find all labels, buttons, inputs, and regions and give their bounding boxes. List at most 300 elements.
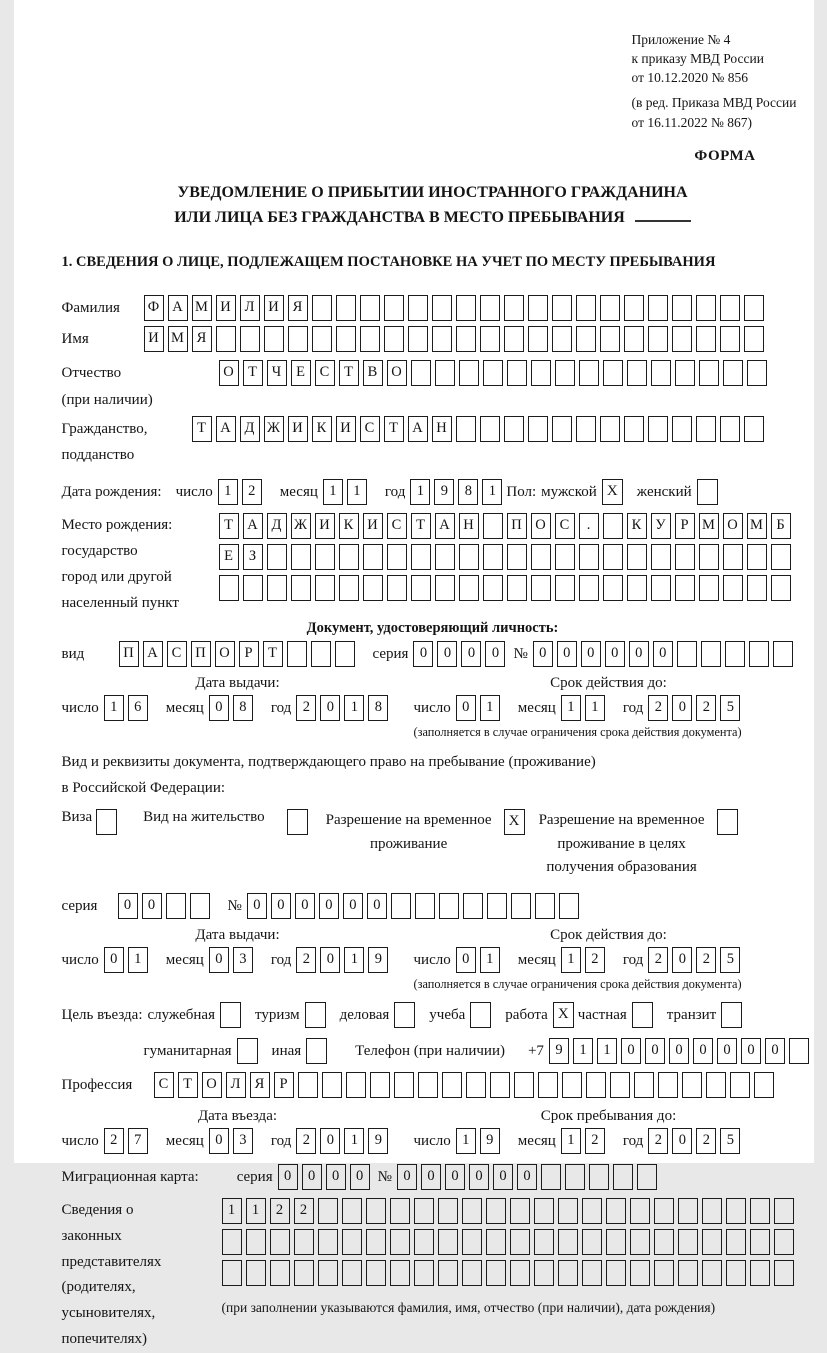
char-cell[interactable]: 0 — [717, 1038, 737, 1064]
char-cell[interactable]: И — [144, 326, 164, 352]
char-cell[interactable]: 0 — [271, 893, 291, 919]
char-cell[interactable]: 7 — [128, 1128, 148, 1154]
char-cell[interactable] — [535, 893, 555, 919]
char-cell[interactable] — [579, 575, 599, 601]
char-cell[interactable]: Ж — [264, 416, 284, 442]
char-cell[interactable] — [627, 360, 647, 386]
char-cell[interactable]: 0 — [320, 695, 340, 721]
char-cell[interactable] — [287, 641, 307, 667]
char-cell[interactable] — [603, 575, 623, 601]
char-cell[interactable]: Н — [459, 513, 479, 539]
char-cell[interactable] — [774, 1229, 794, 1255]
char-cell[interactable] — [507, 575, 527, 601]
char-cell[interactable] — [528, 326, 548, 352]
char-cell[interactable]: О — [531, 513, 551, 539]
char-cell[interactable]: 0 — [295, 893, 315, 919]
char-cell[interactable] — [702, 1198, 722, 1224]
char-cell[interactable] — [675, 575, 695, 601]
char-cell[interactable]: 0 — [517, 1164, 537, 1190]
char-cell[interactable]: 3 — [233, 947, 253, 973]
char-cell[interactable] — [672, 326, 692, 352]
char-cell[interactable] — [360, 295, 380, 321]
char-cell[interactable]: 2 — [270, 1198, 290, 1224]
char-cell[interactable]: С — [555, 513, 575, 539]
char-cell[interactable]: 0 — [320, 947, 340, 973]
char-cell[interactable]: 0 — [493, 1164, 513, 1190]
char-cell[interactable] — [511, 893, 531, 919]
char-cell[interactable]: Д — [267, 513, 287, 539]
char-cell[interactable] — [246, 1229, 266, 1255]
char-cell[interactable] — [363, 575, 383, 601]
char-cell[interactable] — [774, 1260, 794, 1286]
char-cell[interactable] — [390, 1260, 410, 1286]
char-cell[interactable]: 0 — [693, 1038, 713, 1064]
char-cell[interactable] — [699, 360, 719, 386]
char-cell[interactable] — [483, 360, 503, 386]
char-cell[interactable] — [466, 1072, 486, 1098]
char-cell[interactable]: 0 — [437, 641, 457, 667]
char-cell[interactable]: М — [747, 513, 767, 539]
char-cell[interactable] — [637, 1164, 657, 1190]
char-cell[interactable]: 2 — [104, 1128, 124, 1154]
char-cell[interactable]: 1 — [456, 1128, 476, 1154]
char-cell[interactable]: 0 — [209, 695, 229, 721]
char-cell[interactable] — [576, 295, 596, 321]
char-cell[interactable]: Т — [219, 513, 239, 539]
char-cell[interactable] — [360, 326, 380, 352]
char-cell[interactable]: И — [216, 295, 236, 321]
char-cell[interactable]: 1 — [104, 695, 124, 721]
char-cell[interactable] — [346, 1072, 366, 1098]
char-cell[interactable] — [720, 326, 740, 352]
char-cell[interactable]: 0 — [343, 893, 363, 919]
char-cell[interactable] — [677, 641, 697, 667]
char-cell[interactable] — [387, 575, 407, 601]
char-cell[interactable]: 0 — [605, 641, 625, 667]
char-cell[interactable] — [291, 575, 311, 601]
char-cell[interactable]: Л — [226, 1072, 246, 1098]
char-cell[interactable] — [648, 295, 668, 321]
char-cell[interactable] — [747, 360, 767, 386]
char-cell[interactable]: 0 — [397, 1164, 417, 1190]
char-cell[interactable] — [682, 1072, 702, 1098]
char-cell[interactable] — [456, 326, 476, 352]
char-cell[interactable] — [562, 1072, 582, 1098]
char-cell[interactable] — [486, 1260, 506, 1286]
char-cell[interactable] — [750, 1260, 770, 1286]
char-cell[interactable] — [789, 1038, 809, 1064]
char-cell[interactable] — [634, 1072, 654, 1098]
char-cell[interactable] — [438, 1229, 458, 1255]
char-cell[interactable]: 0 — [350, 1164, 370, 1190]
char-cell[interactable]: 0 — [413, 641, 433, 667]
char-cell[interactable]: А — [243, 513, 263, 539]
char-cell[interactable]: 2 — [585, 947, 605, 973]
char-cell[interactable]: И — [288, 416, 308, 442]
char-cell[interactable]: Т — [243, 360, 263, 386]
char-cell[interactable]: Т — [192, 416, 212, 442]
other-purpose-checkbox[interactable] — [306, 1038, 327, 1064]
char-cell[interactable] — [606, 1260, 626, 1286]
visa-checkbox[interactable] — [96, 809, 117, 835]
char-cell[interactable] — [754, 1072, 774, 1098]
char-cell[interactable] — [370, 1072, 390, 1098]
char-cell[interactable]: 1 — [561, 947, 581, 973]
male-checkbox[interactable]: X — [602, 479, 623, 505]
char-cell[interactable] — [672, 295, 692, 321]
char-cell[interactable] — [339, 575, 359, 601]
char-cell[interactable]: Ж — [291, 513, 311, 539]
char-cell[interactable] — [483, 513, 503, 539]
char-cell[interactable] — [366, 1198, 386, 1224]
char-cell[interactable] — [339, 544, 359, 570]
char-cell[interactable] — [555, 575, 575, 601]
char-cell[interactable]: Я — [288, 295, 308, 321]
char-cell[interactable]: 0 — [653, 641, 673, 667]
tourism-checkbox[interactable] — [305, 1002, 326, 1028]
char-cell[interactable] — [534, 1198, 554, 1224]
char-cell[interactable] — [504, 326, 524, 352]
char-cell[interactable]: В — [363, 360, 383, 386]
char-cell[interactable] — [438, 1260, 458, 1286]
char-cell[interactable]: 9 — [434, 479, 454, 505]
char-cell[interactable]: 1 — [347, 479, 367, 505]
char-cell[interactable] — [414, 1198, 434, 1224]
char-cell[interactable] — [312, 326, 332, 352]
char-cell[interactable]: И — [336, 416, 356, 442]
char-cell[interactable] — [726, 1229, 746, 1255]
char-cell[interactable]: 0 — [765, 1038, 785, 1064]
char-cell[interactable] — [600, 326, 620, 352]
char-cell[interactable]: 0 — [209, 947, 229, 973]
char-cell[interactable]: М — [168, 326, 188, 352]
char-cell[interactable]: О — [387, 360, 407, 386]
char-cell[interactable] — [723, 360, 743, 386]
char-cell[interactable] — [459, 544, 479, 570]
char-cell[interactable]: Я — [250, 1072, 270, 1098]
char-cell[interactable] — [459, 360, 479, 386]
char-cell[interactable] — [579, 360, 599, 386]
char-cell[interactable]: И — [315, 513, 335, 539]
char-cell[interactable]: 0 — [209, 1128, 229, 1154]
char-cell[interactable] — [298, 1072, 318, 1098]
char-cell[interactable] — [750, 1229, 770, 1255]
char-cell[interactable] — [696, 295, 716, 321]
char-cell[interactable] — [166, 893, 186, 919]
char-cell[interactable] — [510, 1198, 530, 1224]
char-cell[interactable] — [706, 1072, 726, 1098]
char-cell[interactable] — [456, 416, 476, 442]
official-checkbox[interactable] — [220, 1002, 241, 1028]
char-cell[interactable] — [294, 1229, 314, 1255]
char-cell[interactable]: Ф — [144, 295, 164, 321]
char-cell[interactable]: 0 — [485, 641, 505, 667]
char-cell[interactable] — [390, 1229, 410, 1255]
char-cell[interactable] — [487, 893, 507, 919]
char-cell[interactable]: 0 — [557, 641, 577, 667]
char-cell[interactable] — [415, 893, 435, 919]
char-cell[interactable]: П — [119, 641, 139, 667]
char-cell[interactable] — [771, 575, 791, 601]
char-cell[interactable] — [438, 1198, 458, 1224]
char-cell[interactable] — [654, 1229, 674, 1255]
char-cell[interactable]: О — [215, 641, 235, 667]
char-cell[interactable] — [654, 1198, 674, 1224]
char-cell[interactable] — [335, 641, 355, 667]
char-cell[interactable] — [552, 416, 572, 442]
char-cell[interactable]: 1 — [561, 1128, 581, 1154]
char-cell[interactable] — [270, 1229, 290, 1255]
char-cell[interactable] — [315, 575, 335, 601]
char-cell[interactable]: 0 — [456, 695, 476, 721]
char-cell[interactable] — [675, 544, 695, 570]
char-cell[interactable]: А — [216, 416, 236, 442]
char-cell[interactable]: И — [363, 513, 383, 539]
char-cell[interactable] — [486, 1229, 506, 1255]
residence-checkbox[interactable] — [287, 809, 308, 835]
char-cell[interactable]: О — [219, 360, 239, 386]
char-cell[interactable]: 0 — [672, 1128, 692, 1154]
char-cell[interactable] — [318, 1229, 338, 1255]
char-cell[interactable] — [579, 544, 599, 570]
char-cell[interactable] — [366, 1229, 386, 1255]
char-cell[interactable] — [510, 1229, 530, 1255]
char-cell[interactable]: А — [143, 641, 163, 667]
char-cell[interactable]: 0 — [645, 1038, 665, 1064]
char-cell[interactable] — [342, 1198, 362, 1224]
char-cell[interactable] — [565, 1164, 585, 1190]
char-cell[interactable] — [582, 1229, 602, 1255]
char-cell[interactable] — [387, 544, 407, 570]
char-cell[interactable] — [603, 544, 623, 570]
char-cell[interactable] — [658, 1072, 678, 1098]
char-cell[interactable] — [624, 416, 644, 442]
char-cell[interactable]: 0 — [326, 1164, 346, 1190]
char-cell[interactable]: 0 — [104, 947, 124, 973]
char-cell[interactable] — [582, 1260, 602, 1286]
char-cell[interactable]: Т — [178, 1072, 198, 1098]
char-cell[interactable] — [720, 295, 740, 321]
char-cell[interactable] — [504, 416, 524, 442]
char-cell[interactable] — [672, 416, 692, 442]
char-cell[interactable] — [510, 1260, 530, 1286]
char-cell[interactable]: 1 — [482, 479, 502, 505]
char-cell[interactable] — [555, 544, 575, 570]
char-cell[interactable]: Е — [291, 360, 311, 386]
char-cell[interactable] — [414, 1260, 434, 1286]
char-cell[interactable]: 2 — [585, 1128, 605, 1154]
char-cell[interactable] — [675, 360, 695, 386]
char-cell[interactable]: 0 — [456, 947, 476, 973]
char-cell[interactable] — [408, 295, 428, 321]
char-cell[interactable] — [600, 295, 620, 321]
char-cell[interactable]: А — [435, 513, 455, 539]
char-cell[interactable] — [589, 1164, 609, 1190]
char-cell[interactable] — [651, 360, 671, 386]
char-cell[interactable]: С — [167, 641, 187, 667]
char-cell[interactable]: 2 — [648, 695, 668, 721]
char-cell[interactable]: 2 — [648, 1128, 668, 1154]
char-cell[interactable]: 2 — [696, 1128, 716, 1154]
char-cell[interactable] — [678, 1260, 698, 1286]
char-cell[interactable] — [486, 1198, 506, 1224]
char-cell[interactable]: 1 — [561, 695, 581, 721]
char-cell[interactable]: 5 — [720, 947, 740, 973]
char-cell[interactable] — [490, 1072, 510, 1098]
char-cell[interactable] — [418, 1072, 438, 1098]
char-cell[interactable] — [483, 575, 503, 601]
char-cell[interactable]: 1 — [344, 947, 364, 973]
char-cell[interactable]: 5 — [720, 695, 740, 721]
char-cell[interactable]: Я — [192, 326, 212, 352]
char-cell[interactable]: Д — [240, 416, 260, 442]
char-cell[interactable] — [336, 295, 356, 321]
humanitarian-checkbox[interactable] — [237, 1038, 258, 1064]
char-cell[interactable] — [336, 326, 356, 352]
char-cell[interactable]: П — [507, 513, 527, 539]
char-cell[interactable]: И — [264, 295, 284, 321]
char-cell[interactable]: 1 — [480, 695, 500, 721]
char-cell[interactable] — [613, 1164, 633, 1190]
char-cell[interactable] — [726, 1260, 746, 1286]
char-cell[interactable] — [648, 416, 668, 442]
char-cell[interactable]: К — [339, 513, 359, 539]
char-cell[interactable] — [528, 295, 548, 321]
char-cell[interactable] — [391, 893, 411, 919]
char-cell[interactable]: 3 — [233, 1128, 253, 1154]
char-cell[interactable]: 1 — [410, 479, 430, 505]
char-cell[interactable] — [294, 1260, 314, 1286]
char-cell[interactable] — [552, 326, 572, 352]
char-cell[interactable] — [773, 641, 793, 667]
char-cell[interactable] — [462, 1229, 482, 1255]
char-cell[interactable]: Т — [339, 360, 359, 386]
char-cell[interactable] — [603, 360, 623, 386]
char-cell[interactable] — [630, 1260, 650, 1286]
char-cell[interactable]: 1 — [218, 479, 238, 505]
rvp-edu-checkbox[interactable] — [717, 809, 738, 835]
char-cell[interactable]: Ч — [267, 360, 287, 386]
char-cell[interactable] — [558, 1229, 578, 1255]
char-cell[interactable] — [696, 326, 716, 352]
char-cell[interactable] — [555, 360, 575, 386]
char-cell[interactable] — [219, 575, 239, 601]
char-cell[interactable]: 0 — [461, 641, 481, 667]
char-cell[interactable] — [541, 1164, 561, 1190]
char-cell[interactable]: 0 — [672, 695, 692, 721]
char-cell[interactable] — [730, 1072, 750, 1098]
char-cell[interactable] — [538, 1072, 558, 1098]
char-cell[interactable] — [315, 544, 335, 570]
char-cell[interactable]: 2 — [294, 1198, 314, 1224]
transit-checkbox[interactable] — [721, 1002, 742, 1028]
char-cell[interactable] — [411, 544, 431, 570]
char-cell[interactable]: 0 — [672, 947, 692, 973]
char-cell[interactable]: 8 — [233, 695, 253, 721]
char-cell[interactable] — [390, 1198, 410, 1224]
char-cell[interactable] — [726, 1198, 746, 1224]
char-cell[interactable] — [312, 295, 332, 321]
char-cell[interactable]: Е — [219, 544, 239, 570]
char-cell[interactable] — [702, 1229, 722, 1255]
char-cell[interactable]: Л — [240, 295, 260, 321]
char-cell[interactable]: Р — [675, 513, 695, 539]
char-cell[interactable] — [264, 326, 284, 352]
char-cell[interactable] — [480, 295, 500, 321]
rvp-checkbox[interactable]: X — [504, 809, 525, 835]
char-cell[interactable] — [576, 326, 596, 352]
char-cell[interactable] — [624, 295, 644, 321]
char-cell[interactable] — [267, 575, 287, 601]
char-cell[interactable]: 2 — [296, 695, 316, 721]
char-cell[interactable] — [534, 1260, 554, 1286]
female-checkbox[interactable] — [697, 479, 718, 505]
char-cell[interactable]: 1 — [573, 1038, 593, 1064]
char-cell[interactable]: Т — [411, 513, 431, 539]
char-cell[interactable] — [504, 295, 524, 321]
char-cell[interactable] — [394, 1072, 414, 1098]
private-checkbox[interactable] — [632, 1002, 653, 1028]
char-cell[interactable]: П — [191, 641, 211, 667]
char-cell[interactable]: 1 — [597, 1038, 617, 1064]
char-cell[interactable]: 0 — [621, 1038, 641, 1064]
char-cell[interactable]: 0 — [741, 1038, 761, 1064]
char-cell[interactable] — [582, 1198, 602, 1224]
char-cell[interactable]: 9 — [368, 947, 388, 973]
char-cell[interactable] — [630, 1229, 650, 1255]
char-cell[interactable] — [606, 1229, 626, 1255]
char-cell[interactable] — [366, 1260, 386, 1286]
char-cell[interactable] — [342, 1229, 362, 1255]
char-cell[interactable] — [288, 326, 308, 352]
char-cell[interactable] — [291, 544, 311, 570]
char-cell[interactable] — [342, 1260, 362, 1286]
char-cell[interactable] — [749, 641, 769, 667]
char-cell[interactable] — [311, 641, 331, 667]
char-cell[interactable]: 9 — [368, 1128, 388, 1154]
char-cell[interactable] — [651, 544, 671, 570]
char-cell[interactable]: 1 — [344, 1128, 364, 1154]
char-cell[interactable] — [552, 295, 572, 321]
char-cell[interactable] — [723, 544, 743, 570]
char-cell[interactable] — [558, 1260, 578, 1286]
char-cell[interactable] — [600, 416, 620, 442]
char-cell[interactable] — [507, 360, 527, 386]
char-cell[interactable]: Р — [274, 1072, 294, 1098]
char-cell[interactable] — [586, 1072, 606, 1098]
char-cell[interactable]: 2 — [242, 479, 262, 505]
char-cell[interactable] — [270, 1260, 290, 1286]
char-cell[interactable] — [190, 893, 210, 919]
char-cell[interactable] — [462, 1260, 482, 1286]
char-cell[interactable]: 0 — [319, 893, 339, 919]
char-cell[interactable] — [435, 544, 455, 570]
char-cell[interactable]: 0 — [278, 1164, 298, 1190]
char-cell[interactable] — [439, 893, 459, 919]
char-cell[interactable]: 2 — [648, 947, 668, 973]
char-cell[interactable] — [699, 544, 719, 570]
char-cell[interactable] — [411, 575, 431, 601]
char-cell[interactable]: Н — [432, 416, 452, 442]
char-cell[interactable] — [627, 575, 647, 601]
char-cell[interactable] — [701, 641, 721, 667]
char-cell[interactable] — [750, 1198, 770, 1224]
char-cell[interactable]: 0 — [118, 893, 138, 919]
char-cell[interactable] — [442, 1072, 462, 1098]
char-cell[interactable] — [648, 326, 668, 352]
char-cell[interactable] — [627, 544, 647, 570]
char-cell[interactable] — [699, 575, 719, 601]
